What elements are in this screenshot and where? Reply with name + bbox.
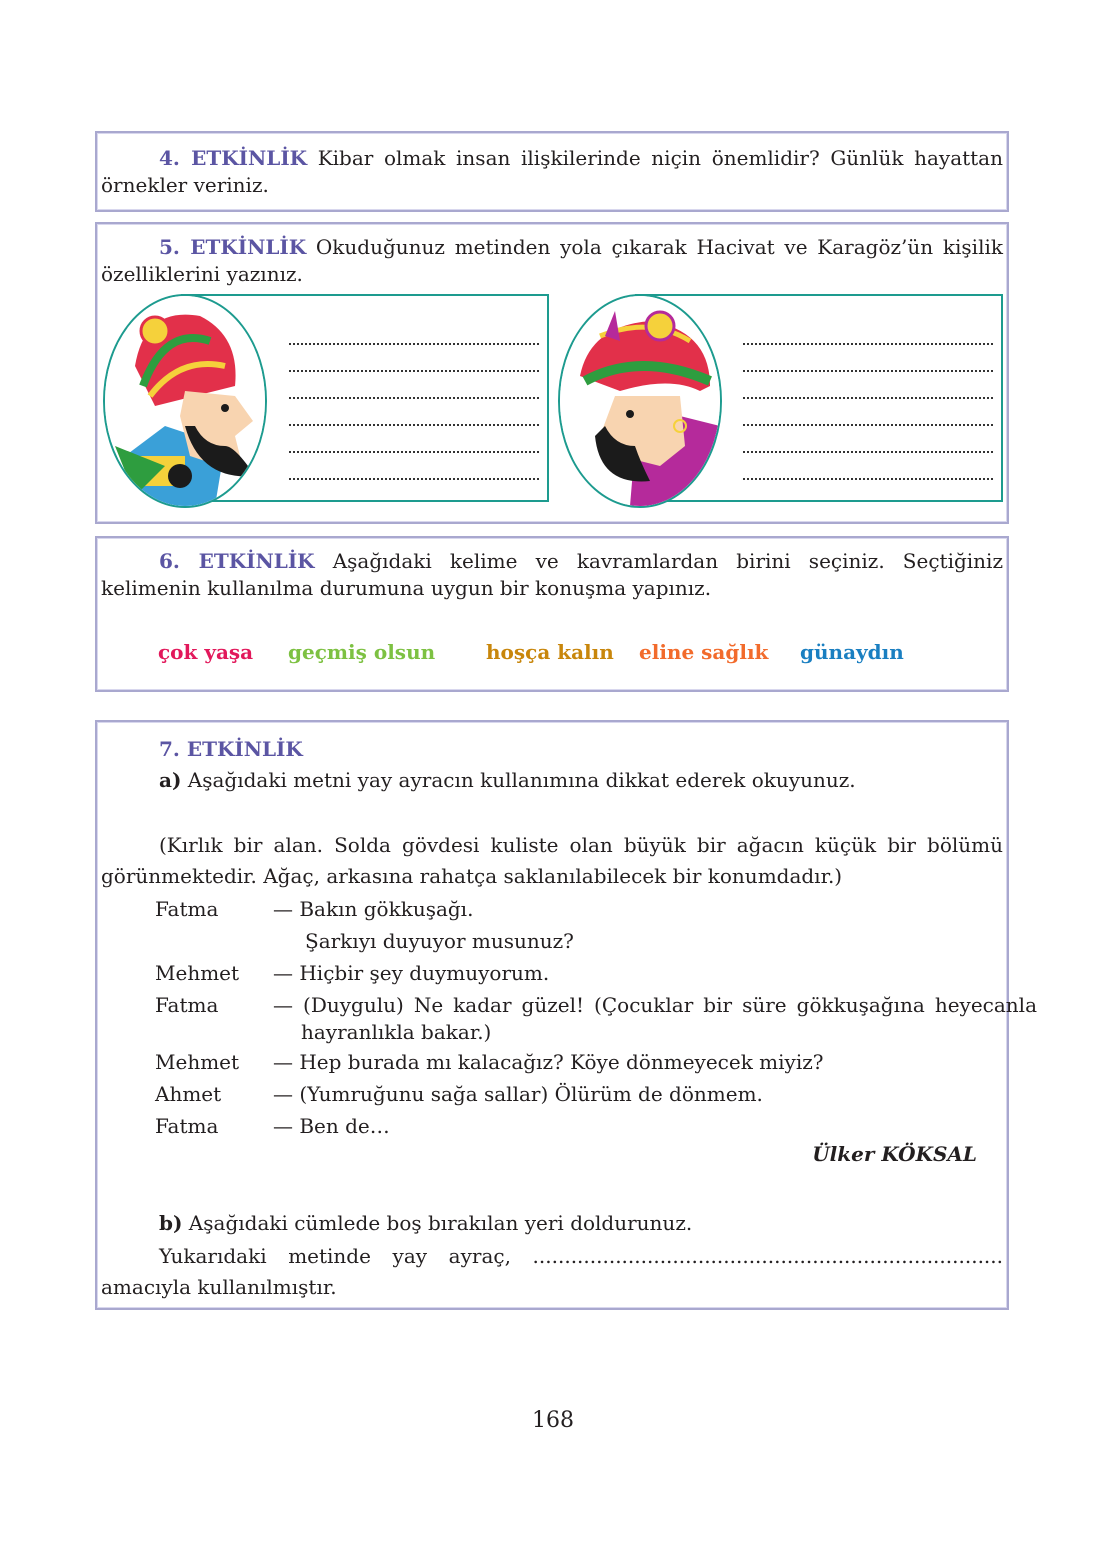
part-b-label: b)	[159, 1211, 183, 1235]
writing-line[interactable]	[743, 399, 993, 426]
word-choice-gecmis-olsun[interactable]: geçmiş olsun	[288, 640, 436, 664]
writing-line[interactable]	[289, 399, 539, 426]
activity-7-part-a	[97, 767, 1007, 794]
word-choice-gunaydin[interactable]: günaydın	[800, 640, 904, 664]
writing-line[interactable]	[743, 453, 993, 480]
writing-line[interactable]	[743, 372, 993, 399]
activity-5-paragraph	[97, 234, 1007, 288]
writing-line[interactable]	[743, 318, 993, 345]
dialogue-line: — Bakın gökkuşağı.	[273, 897, 474, 921]
karagoz-writing-lines	[743, 318, 993, 480]
activity-4-box	[95, 131, 1009, 212]
activity-7-box	[95, 720, 1037, 1310]
activity-6-paragraph	[97, 548, 1007, 602]
writing-line[interactable]	[289, 318, 539, 345]
part-b-text: Aşağıdaki cümlede boş bırakılan yeri doldurunuz.	[182, 1211, 693, 1235]
speaker-name: Ahmet	[155, 1082, 222, 1106]
speaker-name: Fatma	[155, 993, 219, 1017]
hacivat-figure-image	[105, 296, 265, 506]
dialogue-line: — (Duygulu) Ne kadar güzel! (Çocuklar bir süre gökkuşağına heyecanla hayranlıkla bakar.)	[273, 993, 1037, 1044]
speaker-name: Mehmet	[155, 961, 240, 985]
fill-in-sentence[interactable]: Yukarıdaki metinde yay ayraç, .......................................................................... amacıyla kullanılmıştır.	[101, 1244, 1003, 1299]
karagoz-figure-image	[560, 296, 720, 506]
writing-line[interactable]	[289, 426, 539, 453]
activity-5-text: Okuduğunuz metinden yola çıkarak Hacivat ve Karagöz’ün kişilik özelliklerini yazınız.	[101, 235, 1003, 286]
dialogue-line: Şarkıyı duyuyor musunuz?	[305, 929, 574, 953]
word-choices	[97, 640, 1007, 670]
part-a-label: a)	[159, 768, 182, 792]
author-credit: Ülker KÖKSAL	[812, 1142, 977, 1166]
hacivat-portrait	[103, 294, 267, 508]
activity-6-text: Aşağıdaki kelime ve kavramlardan birini seçiniz. Seçtiğiniz kelimenin kullanılma durumuna uygun bir konuşma yapınız.	[101, 549, 1003, 600]
activity-6-box	[95, 536, 1009, 692]
speaker-name: Fatma	[155, 897, 219, 921]
word-choice-hosca-kalin[interactable]: hoşça kalın	[486, 640, 614, 664]
writing-line[interactable]	[289, 372, 539, 399]
activity-5-label: 5. ETKİNLİK	[159, 235, 307, 259]
word-choice-eline-saglik[interactable]: eline sağlık	[639, 640, 769, 664]
play-intro: (Kırlık bir alan. Solda gövdesi kuliste olan büyük bir ağacın küçük bir bölümü görünmektedir. Ağaç, arkasına rahatça saklanılabilecek bir konumdadır.)	[101, 833, 1003, 888]
speaker-name: Fatma	[155, 1114, 219, 1138]
dialogue-line: — Ben de…	[273, 1114, 390, 1138]
activity-7-heading	[97, 736, 1007, 763]
dialogue-line: — Hiçbir şey duymuyorum.	[273, 961, 550, 985]
speaker-name: Mehmet	[155, 1050, 240, 1074]
writing-line[interactable]	[289, 453, 539, 480]
activity-6-label: 6. ETKİNLİK	[159, 549, 315, 573]
hacivat-writing-lines	[289, 318, 539, 480]
writing-line[interactable]	[289, 345, 539, 372]
activity-4-label: 4. ETKİNLİK	[159, 146, 308, 170]
writing-line[interactable]	[743, 426, 993, 453]
activity-7-part-b	[97, 1210, 1007, 1237]
dialogue	[97, 892, 1037, 1142]
writing-line[interactable]	[743, 345, 993, 372]
activity-7-label: 7. ETKİNLİK	[159, 737, 303, 761]
dialogue-line: — (Yumruğunu sağa sallar) Ölürüm de dönmem.	[273, 1082, 763, 1106]
activity-5-box	[95, 222, 1009, 524]
activity-4-paragraph	[97, 145, 1007, 199]
karagoz-portrait	[558, 294, 722, 508]
activity-4-text: Kibar olmak insan ilişkilerinde niçin önemlidir? Günlük hayattan örnekler veriniz.	[101, 146, 1003, 197]
word-choice-cok-yasa[interactable]: çok yaşa	[158, 640, 254, 664]
dialogue-line: — Hep burada mı kalacağız? Köye dönmeyecek miyiz?	[273, 1050, 824, 1074]
part-a-text: Aşağıdaki metni yay ayracın kullanımına dikkat ederek okuyunuz.	[181, 768, 856, 792]
page-number: 168	[532, 1408, 574, 1433]
